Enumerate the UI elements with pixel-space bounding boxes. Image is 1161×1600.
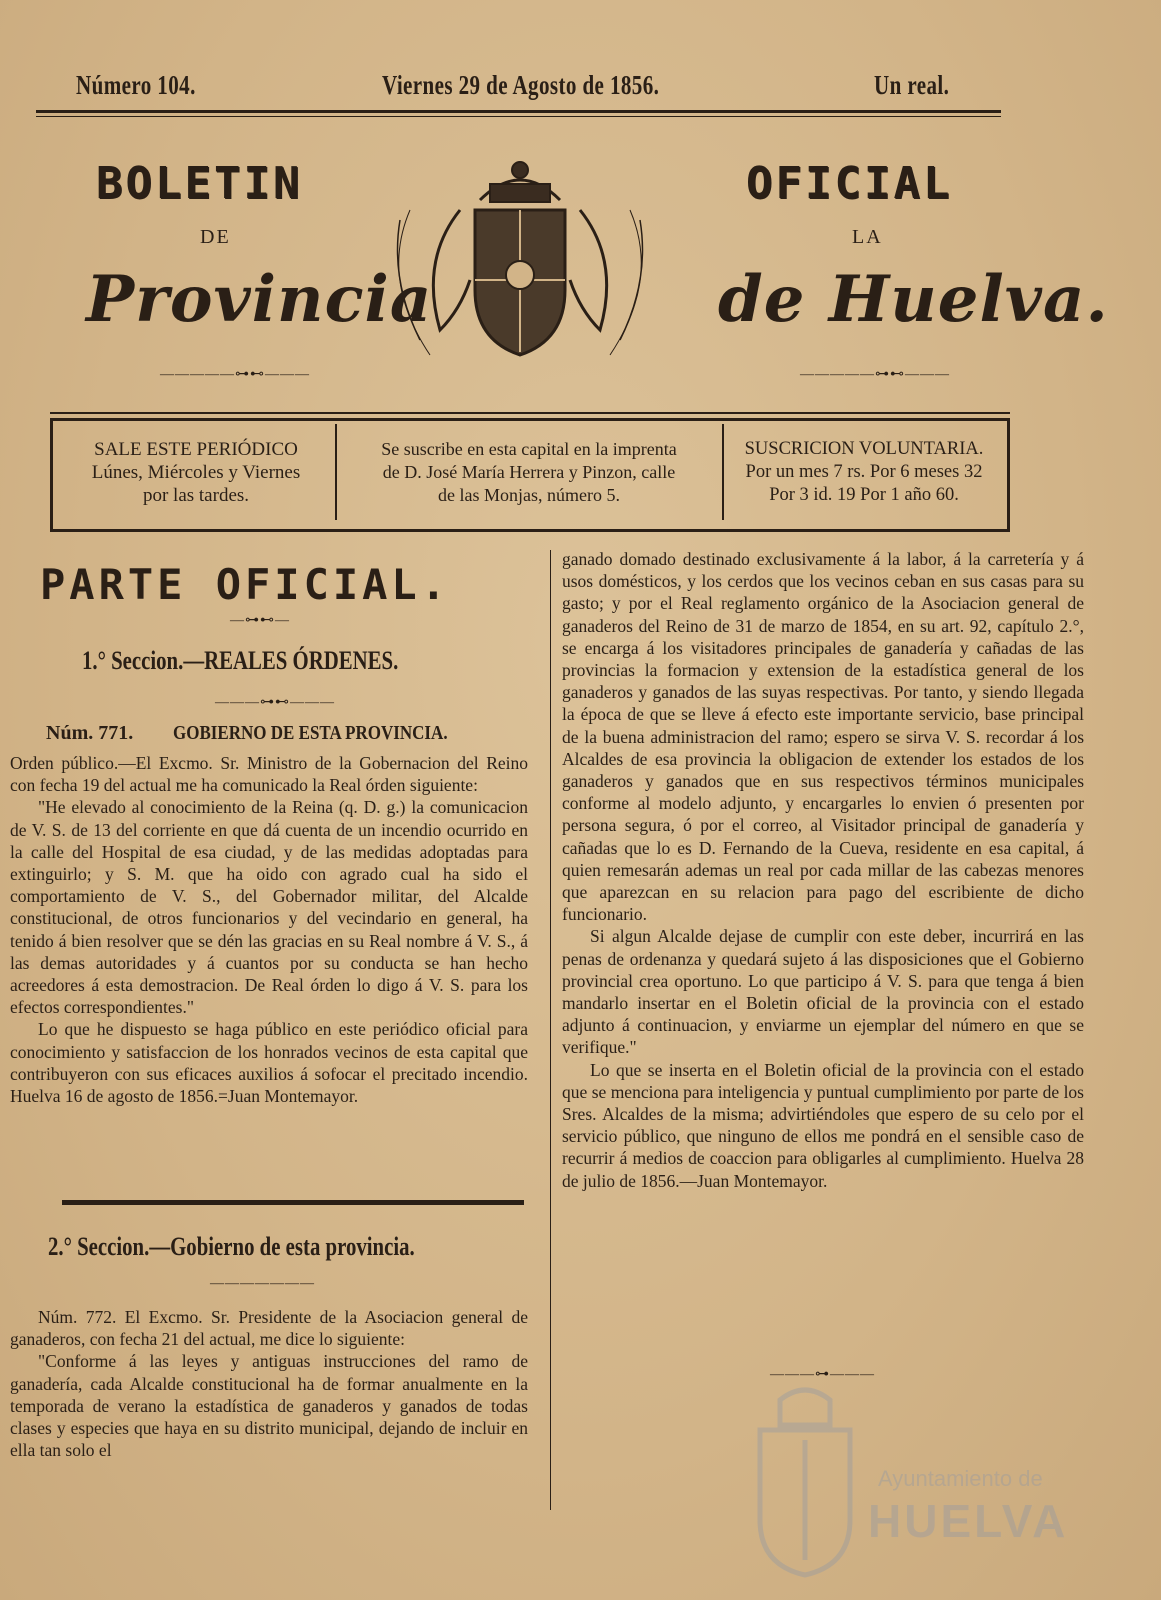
parte-oficial-heading: PARTE OFICIAL. [40,560,451,609]
ornament-sec2: ——————— [210,1276,315,1291]
section2-paragraph-2: "Conforme á las leyes y antiguas instrucciones del ramo de ganadería, cada Alcalde constitucional ha de formar anualmente en la temporada de verano la estadística de ganaderos y ganados de todas clases y especies que haya en su distrito municipal, dejando de incluir en ella tan solo el [10,1351,528,1461]
section-separator [62,1200,524,1205]
box-right-line1: SUSCRICION VOLUNTARIA. [744,439,984,459]
ornament-sec1: ———⊶⊷——— [215,695,335,710]
section1-paragraph-2: "He elevado al conocimiento de la Reina (q. D. g.) la comunicacion de V. S. de 13 del corriente en que dá cuenta de un incendio ocurrido en la calle del Hospital de esa ciudad, y de las medidas adoptadas para extinguirlo; y S. M. que ha oido con agrado cual ha sido el comportamiento de V. S., del Gobernador militar, del Alcalde constitucional, de otros funcionarios y del vecindario en general, ha tenido á bien resolver que se dén las gracias en su Real nombre á V. S., á las demas autoridades y á cuantos por su conducta se han hecho acreedores á esta demostracion. De Real órden lo digo á V. S. para los efectos correspondientes." [10,797,528,1018]
box-top-rule [50,412,1010,414]
right-paragraph-1: ganado domado destinado exclusivamente á la labor, á la carretería y á usos domésticos, y los cerdos que los vecinos ceban en sus casas para su gasto; y por el Real reglamento orgánico de la Asociacion general de ganaderos del Reino de 31 de marzo de 1854, en su art. 92, capítulo 2.°, se encarga á los visitadores principales de ganadería y cañadas de las provincias la formacion y extension de la estadística general de los ganaderos y ganados de las suyas respectivas. Por tanto, y siendo llegada la época de que se lleve á efecto este importante servicio, base principal de la buena administracion del ramo; espero se sirva V. S. recordar á los Alcaldes de esa provincia la obligacion de extender los estados de los ganaderos y ganados que en sus respectivos términos municipales conforme al modelo adjunto, y encargarles lo envien ó presenten por persona segura, ó por el correo, al Visitador principal de ganadería y cañadas que lo es D. Fernando de la Cueva, residente en esa capital, á quien remesarán ademas un real por cada millar de las cabezas menores que aparezcan en su relacion para pago del escribiente de dicho funcionario. [562,549,1084,925]
box-divider-1 [335,424,337,520]
title-provincia: Provincia [86,262,433,337]
right-paragraph-2: Si algun Alcalde dejase de cumplir con este deber, incurrirá en las penas de ordenanza y quedará sujeto á las disposiciones que el Gobierno provincial crea oportuno. Lo que participo á V. S. para que tenga á bien mandarlo insertar en el Boletin oficial de la provincia con el estado adjunto á continuacion, y enviarme un ejemplar del número en que se verifique." [562,926,1084,1058]
box-mid-line1: Se suscribe en esta capital en la imprenta [381,439,677,459]
huelva-shield-watermark-icon [740,1380,870,1580]
section2-paragraph-1: Núm. 772. El Excmo. Sr. Presidente de la Asociacion general de ganaderos, con fecha 21 del actual, me dice lo siguiente: [10,1307,528,1350]
ornament-end: ———⊶——— [770,1367,875,1382]
watermark-line1: Ayuntamiento de [878,1466,1043,1491]
section2-heading: 2.° Seccion.—Gobierno de esta provincia. [48,1232,415,1261]
masthead-rule-thin [36,116,1001,117]
section1-heading: 1.° Seccion.—REALES ÓRDENES. [82,646,399,675]
royal-coat-of-arms-icon [380,140,660,370]
right-column-body [562,548,1084,1308]
box-right-line2: Por un mes 7 rs. Por 6 meses 32 [745,462,983,482]
column-divider [550,550,551,1510]
box-mid-line3: de las Monjas, número 5. [438,485,620,505]
box-left [58,438,334,507]
box-right-line3: Por 3 id. 19 Por 1 año 60. [769,485,959,505]
issue-price: Un real. [874,70,950,100]
title-de: DE [200,226,231,248]
box-left-line3: por las tardes. [142,485,250,506]
section1-paragraph-3: Lo que he dispuesto se haga público en este periódico oficial para conocimiento y satisfaccion de los honrados vecinos de esta capital que contribuyeron con sus eficaces auxilios á sofocar el precitado incendio. Huelva 16 de agosto de 1856.=Juan Montemayor. [10,1019,528,1107]
title-boletin: BOLETIN [96,158,303,209]
section1-paragraph-1: Orden público.—El Excmo. Sr. Ministro de la Gobernacion del Reino con fecha 19 del actual me ha comunicado la Real órden siguiente: [10,753,528,796]
box-right [726,438,1002,507]
box-middle [338,438,720,507]
section1-number: Núm. 771. [46,722,134,744]
section1-title: GOBIERNO DE ESTA PROVINCIA. [173,722,448,744]
issue-date: Viernes 29 de Agosto de 1856. [382,70,660,100]
masthead-rule [36,110,1001,113]
box-left-line2: Lúnes, Miércoles y Viernes [91,462,301,483]
title-de-huelva: de Huelva. [718,262,1109,337]
box-mid-line2: de D. José María Herrera y Pinzon, calle [382,462,676,482]
title-la: LA [852,226,883,248]
title-oficial: OFICIAL [746,158,953,209]
ornament-left: —————⊶⊷——— [160,367,310,382]
section2-body [10,1306,528,1486]
box-left-line1: SALE ESTE PERIÓDICO [94,439,298,460]
ornament-right: —————⊶⊷——— [800,367,950,382]
ornament-parte: —⊶⊷— [230,613,290,628]
box-divider-2 [722,424,724,520]
watermark-line2: HUELVA [868,1495,1069,1547]
issue-number: Número 104. [76,70,196,100]
section1-body [10,752,528,1192]
right-paragraph-3: Lo que se inserta en el Boletin oficial de la provincia con el estado que se menciona para inteligencia y puntual cumplimiento por parte de los Sres. Alcaldes de la misma; advirtiéndoles que espero de su celo por el servicio público, que ninguno de ellos me pondrá en el sensible caso de recurrir á medios de coaccion para obligarles al cumplimiento. Huelva 28 de julio de 1856.—Juan Montemayor. [562,1059,1084,1191]
